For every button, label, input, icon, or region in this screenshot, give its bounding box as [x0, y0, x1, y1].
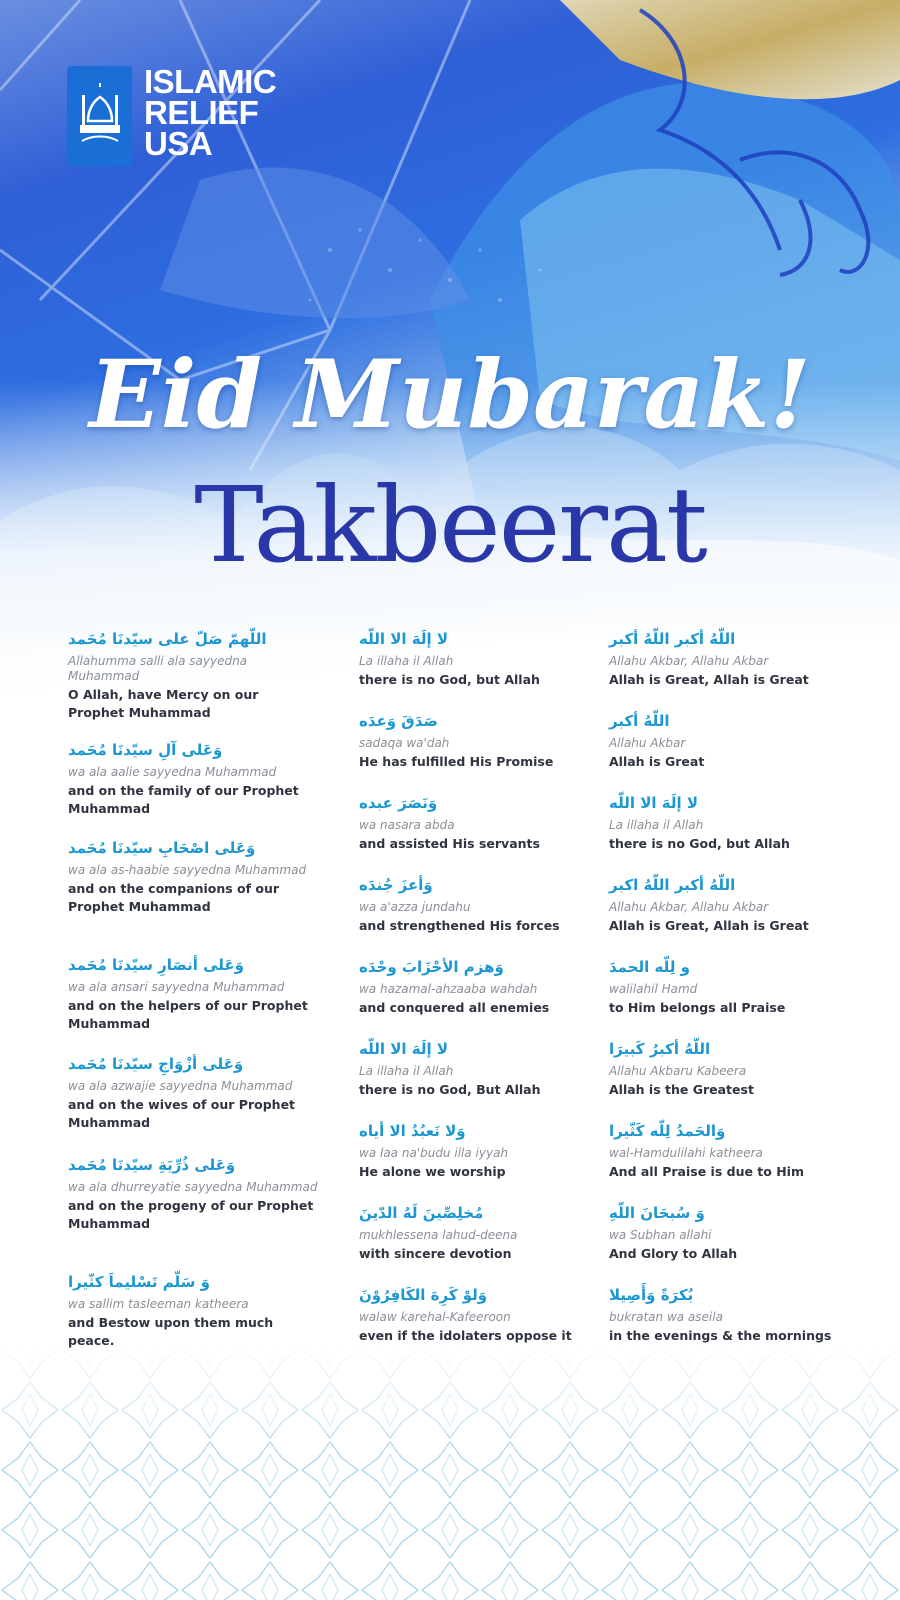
arabic-line: بُكرَةً وَأَصِيلا	[609, 1286, 694, 1304]
takbeer-entry	[609, 1038, 849, 1120]
arabic-line: اللّهُ أكبر اللّهُ أكبر	[609, 630, 736, 648]
english-line: to Him belongs all Praise	[609, 1000, 786, 1015]
transliteration-line: Allahu Akbar, Allahu Akbar	[609, 900, 769, 914]
transliteration-line: walilahil Hamd	[609, 982, 698, 996]
arabic-line: اللّهُ أكبر	[609, 712, 670, 730]
takbeer-entry	[609, 628, 849, 710]
islamic-relief-logo[interactable]	[67, 63, 277, 166]
logo-wordmark	[144, 63, 277, 162]
english-line: Allah is the Greatest	[609, 1082, 754, 1097]
arabic-line: اللّهُ أكبر اللّهُ اكبر	[609, 876, 736, 894]
transliteration-line: Allahu Akbar, Allahu Akbar	[609, 654, 769, 668]
english-line: And Glory to Allah	[609, 1246, 738, 1261]
takbeer-entry	[609, 710, 849, 792]
takbeer-entry	[359, 710, 599, 792]
arabic-line: وَأعزَ جُندَه	[359, 876, 433, 894]
takbeer-entry	[609, 1120, 849, 1202]
arabic-line: وَعَلى اصْحَابِ سيّدنَا مُحَمد	[68, 839, 256, 857]
english-line: Allah is Great, Allah is Great	[609, 672, 809, 687]
arabic-line: وَعَلى آلِ سيّدنَا مُحَمد	[68, 741, 223, 759]
takbeer-entry	[68, 1154, 318, 1271]
page-subtitle: Takbeerat	[194, 464, 706, 586]
arabic-line: وَ سَلّم تَسْليماَ كثّيرا	[68, 1273, 210, 1291]
arabic-line: لا إلَهَ الا اللّه	[359, 1040, 449, 1058]
takbeer-entry	[68, 1271, 318, 1351]
transliteration-line: La illaha il Allah	[359, 654, 454, 668]
arabic-line: وَنَصَرَ عبده	[359, 794, 438, 812]
arabic-line: وَعَلى أنصَارِ سيّدنَا مُحَمد	[68, 956, 244, 974]
takbeer-entry	[68, 739, 318, 837]
transliteration-line: wa sallim tasleeman katheera	[68, 1297, 249, 1311]
english-line: and on the family of our Prophet Muhammad	[68, 783, 299, 816]
arabic-line: وَعَلى ذُرِّيَةِ سيّدنَا مُحَمد	[68, 1156, 236, 1174]
transliteration-line: Allahumma salli ala sayyedna Muhammad	[68, 654, 248, 683]
english-line: with sincere devotion	[359, 1246, 512, 1261]
transliteration-line: wa hazamal-ahzaaba wahdah	[359, 982, 538, 996]
takbeer-entry	[609, 1202, 849, 1284]
english-line: and Bestow upon them much peace.	[68, 1315, 274, 1348]
transliteration-line: wa ala as-haabie sayyedna Muhammad	[68, 863, 307, 877]
english-line: O Allah, have Mercy on our Prophet Muhammad	[68, 687, 259, 720]
transliteration-line: Allahu Akbar	[609, 736, 686, 750]
mosque-icon	[67, 66, 132, 166]
english-line: even if the idolaters oppose it	[359, 1328, 572, 1343]
page-title: Eid Mubarak!	[89, 340, 811, 450]
takbeer-entry	[359, 1284, 599, 1366]
english-line: and assisted His servants	[359, 836, 540, 851]
transliteration-line: Allahu Akbaru Kabeera	[609, 1064, 747, 1078]
transliteration-line: wa Subhan allahi	[609, 1228, 712, 1242]
takbeer-entry	[68, 628, 318, 739]
takbeer-entry	[359, 628, 599, 710]
takbeer-entry	[68, 954, 318, 1053]
takbeer-entry	[359, 874, 599, 956]
takbeer-entry	[359, 1120, 599, 1202]
logo-line: USA	[144, 125, 213, 162]
transliteration-line: wa ala dhurreyatie sayyedna Muhammad	[68, 1180, 318, 1194]
english-line: Allah is Great, Allah is Great	[609, 918, 809, 933]
english-line: Allah is Great	[609, 754, 705, 769]
takbeer-column-3	[609, 628, 849, 1366]
english-line: He has fulfilled His Promise	[359, 754, 554, 769]
arabic-line: وَالحَمدُ لِلّه كَثّيرا	[609, 1122, 726, 1140]
english-line: And all Praise is due to Him	[609, 1164, 804, 1179]
english-line: He alone we worship	[359, 1164, 506, 1179]
arabic-line: وَلوْ كَرِهَ الكَافِرُوْنَ	[359, 1286, 488, 1304]
english-line: and on the wives of our Prophet Muhammad	[68, 1097, 296, 1130]
takbeer-entry	[359, 1202, 599, 1284]
arabic-line: و لِلّه الحمدَ	[609, 958, 690, 976]
arabic-line: اللّهُ أكبرُ كَبيرَا	[609, 1040, 711, 1058]
english-line: there is no God, but Allah	[359, 672, 540, 687]
takbeer-entry	[609, 1284, 849, 1366]
logo-line: ISLAMIC	[144, 63, 277, 100]
transliteration-line: wa ala aalie sayyedna Muhammad	[68, 765, 277, 779]
transliteration-line: sadaqa wa'dah	[359, 736, 450, 750]
transliteration-line: bukratan wa aseila	[609, 1310, 723, 1324]
arabic-line: لا إلَهَ الا اللّه	[609, 794, 699, 812]
takbeer-column-2	[359, 628, 599, 1366]
arabic-line: صَدَقَ وَعدَه	[359, 712, 438, 730]
takbeer-entry	[68, 837, 318, 954]
english-line: and on the progeny of our Prophet Muhammad	[68, 1198, 314, 1231]
takbeer-entry	[68, 1053, 318, 1154]
arabic-line: وَهزم الأحْزَابَ وحْدَه	[359, 958, 504, 976]
arabic-line: اللّهمّ صَلّ على سيّدنَا مُحَمد	[68, 630, 267, 648]
arabic-line: مُخلِصِّينَ لَهُ الدّينَ	[359, 1204, 484, 1222]
english-line: there is no God, but Allah	[609, 836, 790, 851]
takbeer-entry	[609, 956, 849, 1038]
english-line: in the evenings & the mornings	[609, 1328, 832, 1343]
transliteration-line: mukhlessena lahud-deena	[359, 1228, 518, 1242]
english-line: and strengthened His forces	[359, 918, 560, 933]
takbeer-entry	[359, 1038, 599, 1120]
arabic-line: وَ سُبحَانَ اللّهِ	[609, 1204, 705, 1222]
transliteration-line: walaw karehal-Kafeeroon	[359, 1310, 511, 1324]
arabic-line: وَلا نَعبُدُ الا أياه	[359, 1122, 466, 1140]
takbeer-entry	[359, 956, 599, 1038]
transliteration-line: wa laa na'budu illa iyyah	[359, 1146, 509, 1160]
transliteration-line: wa ala azwajie sayyedna Muhammad	[68, 1079, 293, 1093]
takbeer-entry	[609, 874, 849, 956]
english-line: there is no God, But Allah	[359, 1082, 541, 1097]
arabic-line: لا إلَهَ الا اللّه	[359, 630, 449, 648]
logo-line: RELIEF	[144, 94, 259, 131]
takbeer-entry	[359, 792, 599, 874]
transliteration-line: wal-Hamdulilahi katheera	[609, 1146, 763, 1160]
transliteration-line: La illaha il Allah	[359, 1064, 454, 1078]
arabic-line: وَعَلى أزْوَاجِ سيّدنَا مُحَمد	[68, 1055, 244, 1073]
transliteration-line: wa a'azza jundahu	[359, 900, 471, 914]
english-line: and on the helpers of our Prophet Muhammad	[68, 998, 308, 1031]
transliteration-line: wa ala ansari sayyedna Muhammad	[68, 980, 285, 994]
transliteration-line: La illaha il Allah	[609, 818, 704, 832]
english-line: and conquered all enemies	[359, 1000, 550, 1015]
english-line: and on the companions of our Prophet Muhammad	[68, 881, 280, 914]
takbeer-entry	[609, 792, 849, 874]
transliteration-line: wa nasara abda	[359, 818, 455, 832]
takbeer-column-1	[68, 628, 318, 1351]
